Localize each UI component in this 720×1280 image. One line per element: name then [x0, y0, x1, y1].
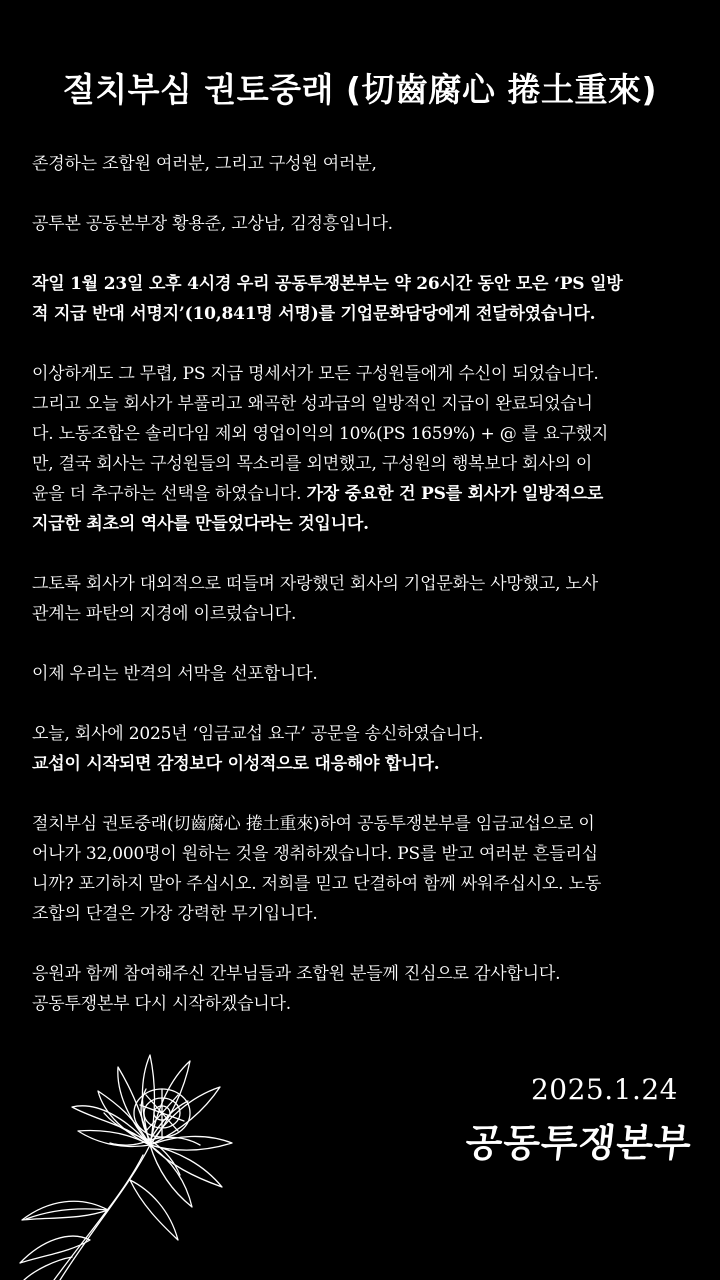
text-line: 존경하는 조합원 여러분, 그리고 구성원 여러분, — [32, 154, 377, 174]
paragraph — [32, 719, 688, 779]
text-line: 어나가 32,000명이 원하는 것을 쟁취하겠습니다. PS를 받고 여러분 흔들리십 — [32, 844, 598, 864]
text-line: 절치부심 권토중래(切齒腐心 捲土重來)하여 공동투쟁본부를 임금교섭으로 이 — [32, 814, 595, 834]
paragraph — [32, 359, 688, 539]
text-line: 조합의 단결은 가장 강력한 무기입니다. — [32, 904, 318, 924]
text-line: 응원과 함께 참여해주신 간부님들과 조합원 분들께 진심으로 감사합니다. — [32, 964, 561, 984]
paragraph — [32, 659, 688, 689]
text-line: 다. 노동조합은 솔리다임 제외 영업이익의 10%(PS 1659%) + @ 를 요구했지 — [32, 424, 609, 444]
chrysanthemum-icon — [0, 995, 300, 1280]
text-run-bold: 가장 중요한 건 PS를 회사가 일방적으로 — [306, 484, 604, 504]
text-line: 작일 1월 23일 오후 4시경 우리 공동투쟁본부는 약 26시간 동안 모은 ‘PS 일방 — [32, 274, 623, 294]
text-line: 공투본 공동본부장 황용준, 고상남, 김정흥입니다. — [32, 214, 393, 234]
text-line: 관계는 파탄의 지경에 이르렀습니다. — [32, 604, 297, 624]
text-line — [32, 479, 688, 509]
text-line: 이제 우리는 반격의 서막을 선포합니다. — [32, 664, 318, 684]
text-line: 공동투쟁본부 다시 시작하겠습니다. — [32, 994, 291, 1014]
text-run: 윤을 더 추구하는 선택을 하였습니다. — [32, 484, 307, 504]
text-line: 교섭이 시작되면 감정보다 이성적으로 대응해야 합니다. — [32, 754, 440, 774]
text-line: 그토록 회사가 대외적으로 떠들며 자랑했던 회사의 기업문화는 사망했고, 노사 — [32, 574, 598, 594]
text-line: 적 지급 반대 서명지’(10,841명 서명)를 기업문화담당에게 전달하였습니다. — [32, 304, 596, 324]
paragraph — [32, 269, 688, 329]
paragraph — [32, 809, 688, 929]
text-line: 니까? 포기하지 말아 주십시오. 저희를 믿고 단결하여 함께 싸워주십시오. 노동 — [32, 874, 602, 894]
letter-date: 2025.1.24 — [530, 1073, 678, 1106]
paragraph — [32, 569, 688, 629]
paragraph — [32, 149, 688, 179]
text-line: 만, 결국 회사는 구성원들의 목소리를 외면했고, 구성원의 행복보다 회사의 이 — [32, 454, 593, 474]
text-line: 그리고 오늘 회사가 부풀리고 왜곡한 성과급의 일방적인 지급이 완료되었습니 — [32, 394, 593, 414]
letter-body — [32, 149, 688, 1049]
signature: 공동투쟁본부 — [463, 1120, 695, 1165]
text-line: 이상하게도 그 무렵, PS 지급 명세서가 모든 구성원들에게 수신이 되었습니다. — [32, 364, 599, 384]
paragraph — [32, 209, 688, 239]
text-line: 지급한 최초의 역사를 만들었다라는 것입니다. — [32, 514, 369, 534]
page-title: 절치부심 권토중래 (切齒腐心 捲土重來) — [62, 70, 658, 110]
text-line: 오늘, 회사에 2025년 ‘임금교섭 요구’ 공문을 송신하였습니다. — [32, 724, 484, 744]
